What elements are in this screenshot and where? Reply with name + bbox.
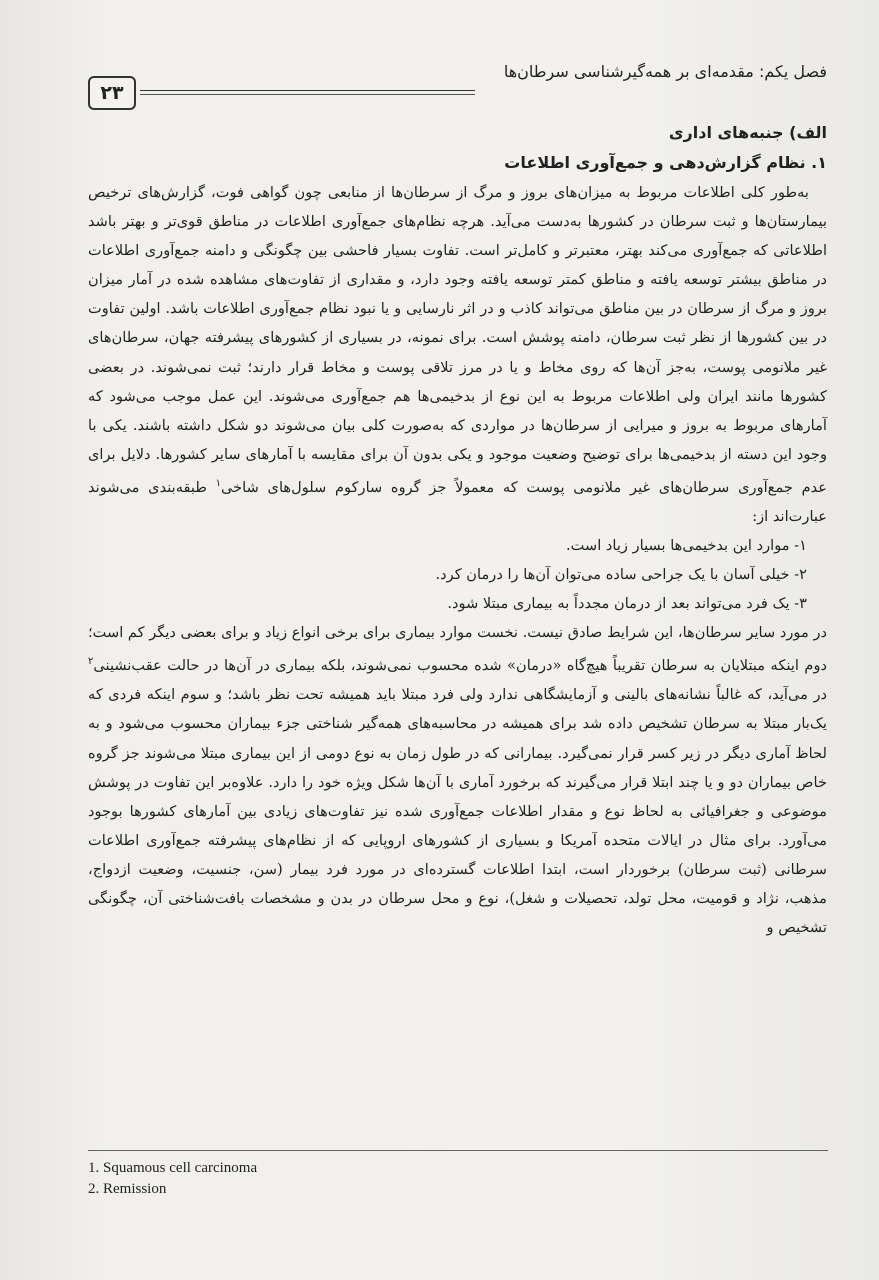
- paragraph-1: [88, 178, 827, 531]
- paragraph-2-text: در مورد سایر سرطان‌ها، این شرایط صادق نیست. نخست موارد بیماری برای برخی انواع زیاد و برای بعضی دیگر کم است؛ دوم اینکه مبتلایان به سرطان تقریباً هیچ‌گاه «درمان» شده محسوب نمی‌شوند، بلکه بیماری در آن‌ها در حالت عقب‌نشینی: [88, 624, 827, 675]
- section-heading: الف) جنبه‌های اداری: [668, 123, 827, 142]
- paragraph-2: [88, 618, 827, 942]
- paragraph-2-tail: در می‌آید، که غالباً نشانه‌های بالینی و آزمایشگاهی ندارد ولی فرد مبتلا باید همیشه تحت نظر باشد؛ و سوم اینکه فردی که یک‌بار مبتلا به سرطان تشخیص داده شد برای همیشه در محاسبه‌های همه‌گیر شناختی جزء بیماران محسوب می‌شود و به لحاظ آماری دیگر در زیر کسر قرار نمی‌گیرد. بیمارانی که در طول زمان به نوع دومی از این بیماری مبتلا می‌شوند جز گروه خاص بیماران دو و یا چند ابتلا قرار می‌گیرند که برخورد آماری با آن‌ها شکل ویژه خود را دارد. علاوه‌بر این تفاوت در پوشش موضوعی و جغرافیائی به لحاظ نوع و مقدار اطلاعات جمع‌آوری شده نیز تفاوت‌های زیادی بین آمارهای کشورها بوجود می‌آورد. برای مثال در ایالات متحده آمریکا و بسیاری از کشورهای اروپایی که از نظام‌های پیشرفته جمع‌آوری اطلاعات سرطانی (ثبت سرطان) برخوردار است، ابتدا اطلاعات گسترده‌ای در مورد فرد بیمار (سن، جنسیت، وضعیت ازدواج، مذهب، نژاد و قومیت، محل تولد، تحصیلات و شغل)، نوع و محل سرطان در بدن و مشخصات بافت‌شناختی آن، چگونگی تشخیص و: [88, 686, 827, 937]
- subsection-heading: ۱. نظام گزارش‌دهی و جمع‌آوری اطلاعات: [504, 153, 827, 172]
- header-rule: [140, 90, 475, 91]
- list-item: ۳- یک فرد می‌تواند بعد از درمان مجدداً به بیماری مبتلا شود.: [447, 595, 807, 613]
- list-item: ۲- خیلی آسان با یک جراحی ساده می‌توان آن‌ها را درمان کرد.: [435, 566, 807, 584]
- paragraph-1-text: به‌طور کلی اطلاعات مربوط به میزان‌های بروز و مرگ از سرطان‌ها از منابعی چون گواهی فوت، گزارش‌های ترخیص بیمارستان‌ها و ثبت سرطان در کشورها به‌دست می‌آید. هرچه نظام‌های جمع‌آوری اطلاعات در مناطق قوی‌تر و بهتر باشد اطلاعاتی که جمع‌آوری می‌کند بهتر، معتبرتر و کامل‌تر است. تفاوت بسیار فاحشی بین چگونگی و دامنه جمع‌آوری اطلاعات در مناطق بیشتر توسعه یافته و مناطق کمتر توسعه یافته وجود دارد، و مقداری از تفاوت‌های مشاهده شده در آمار میزان بروز و مرگ از سرطان در بین مناطق می‌تواند کاذب و در اثر نارسایی و یا نبود نظام جمع‌آوری اطلاعات باشد. اولین تفاوت در بین کشورها از نظر ثبت سرطان، دامنه پوشش است. برای نمونه، در بسیاری از کشورهای پیشرفته جهان، سرطان‌های غیر ملانومی پوست، به‌جز آن‌ها که روی مخاط و یا در مرز تلاقی پوست و مخاط قرار دارند؛ ثبت نمی‌شوند. در بعضی کشورها مانند ایران ولی اطلاعات مربوط به این نوع از بدخیمی‌ها هم جمع‌آوری می‌شوند. این عمل موجب می‌شود که آمارهای مربوط به بروز و میرایی از سرطان‌ها در مواردی که به‌صورت کلی بیان می‌شوند دو شکل داشته باشند. یکی با وجود این دسته از بدخیمی‌ها برای توضیح وضعیت موجود و یکی بدون آن برای مقایسه با آمارهای سایر کشورها. دلایل برای عدم جمع‌آوری سرطان‌های غیر ملانومی پوست که معمولاً جز گروه سارکوم سلول‌های شاخی: [88, 184, 827, 496]
- footnote-1: 1. Squamous cell carcinoma: [88, 1160, 258, 1176]
- chapter-title: فصل یکم: مقدمه‌ای بر همه‌گیرشناسی سرطان‌ها: [503, 62, 827, 81]
- footnote-divider: [88, 1150, 828, 1151]
- page-number: ۲۳: [88, 76, 136, 110]
- footnote-2: 2. Remission: [88, 1181, 167, 1197]
- footnote-mark-1: ۱: [215, 477, 221, 489]
- reasons-list: [88, 531, 827, 618]
- running-header: [88, 58, 827, 104]
- main-content: [88, 118, 827, 942]
- footnote-mark-2: ۲: [88, 656, 94, 668]
- paragraph-1-tail: طبقه‌بندی می‌شوند عبارت‌اند از:: [88, 478, 827, 525]
- footnotes: [88, 1158, 257, 1200]
- header-rule-thin: [140, 94, 475, 95]
- list-item: ۱- موارد این بدخیمی‌ها بسیار زیاد است.: [566, 536, 807, 554]
